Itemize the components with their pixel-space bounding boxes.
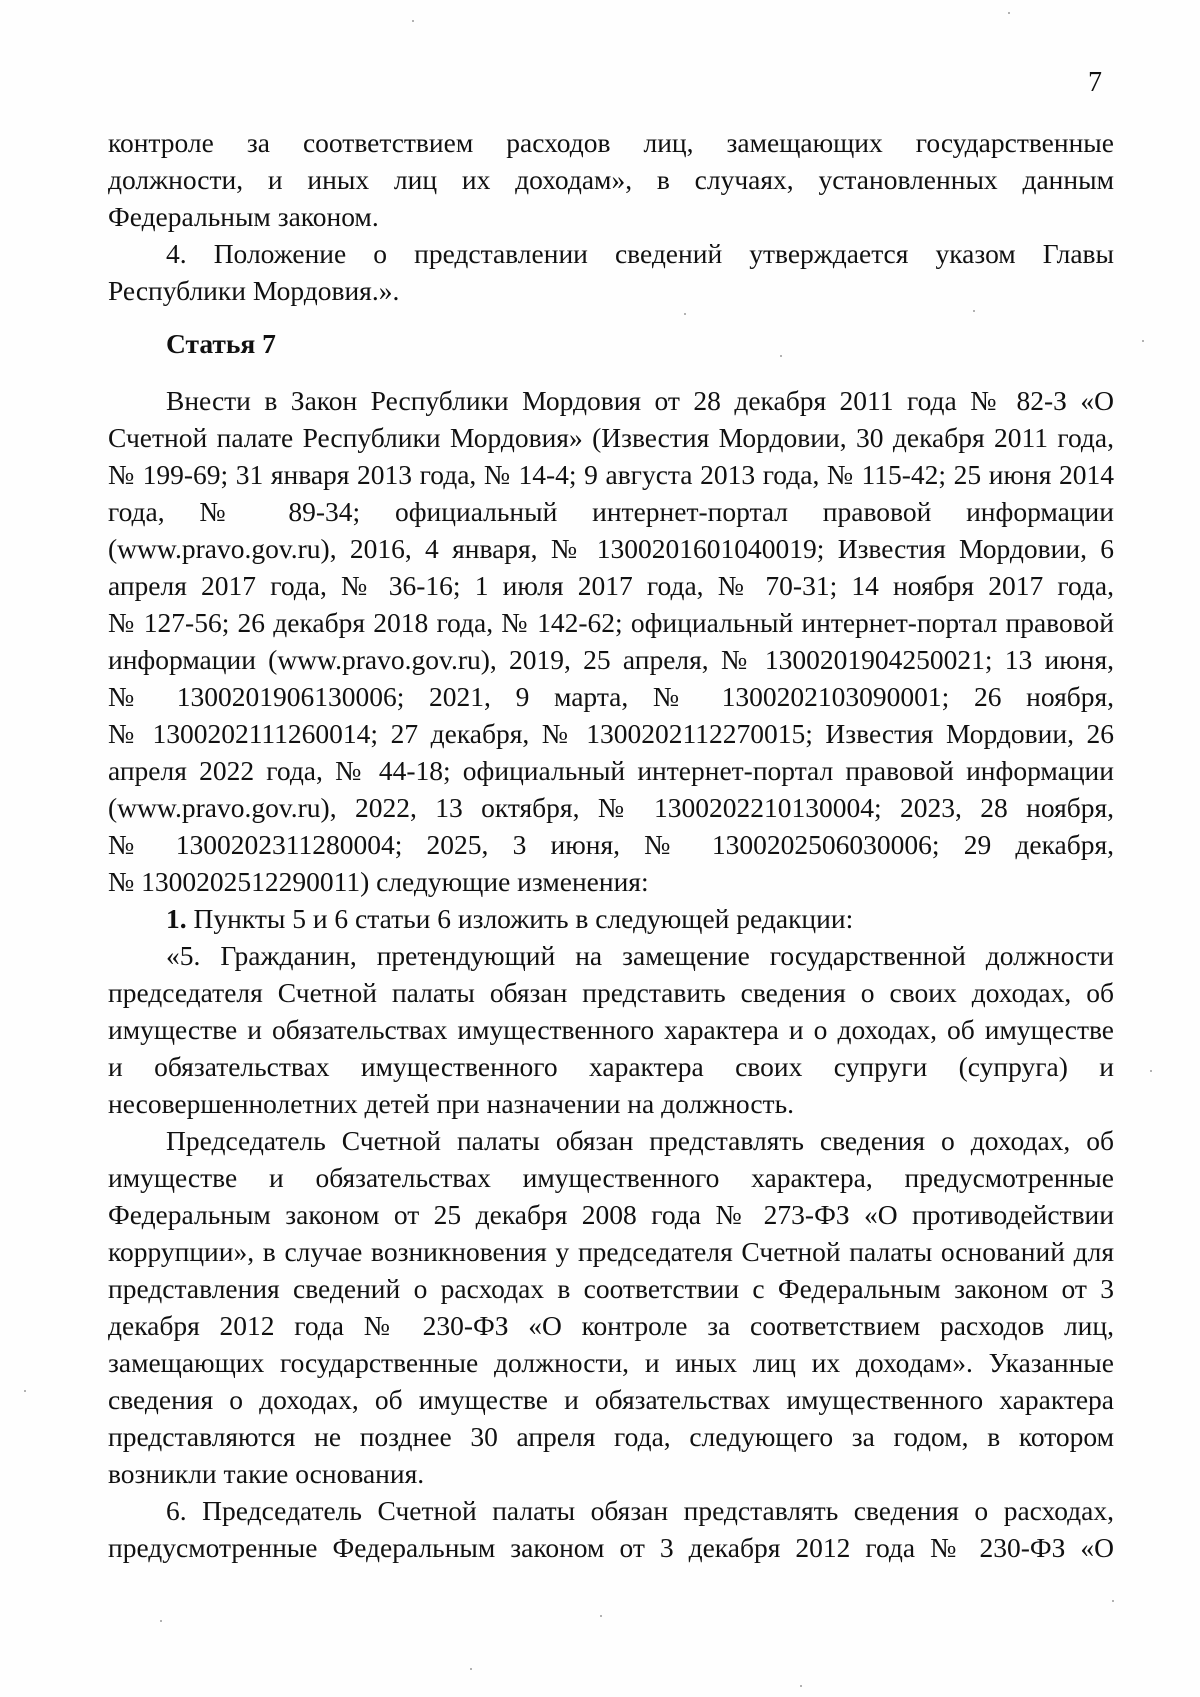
text-line: представляются не позднее 30 апреля года, следующего за годом, в котором <box>108 1421 1114 1452</box>
text-line: 4. Положение о представлении сведений утверждается указом Главы <box>166 238 1114 269</box>
text-line: сведения о доходах, об имуществе и обязательствах имущественного характера <box>108 1384 1114 1415</box>
text-line: апреля 2017 года, № 36-16; 1 июля 2017 года, № 70-31; 14 ноября 2017 года, <box>108 570 1114 601</box>
text-line: возникли такие основания. <box>108 1458 425 1489</box>
item-number: 1. <box>166 903 187 934</box>
text-line: имуществе и обязательствах имущественного характера и о доходах, об имуществе <box>108 1014 1114 1045</box>
text-line: № 1300201906130006; 2021, 9 марта, № 1300202103090001; 26 ноября, <box>108 681 1114 712</box>
text-line: контроле за соответствием расходов лиц, замещающих государственные <box>108 127 1114 158</box>
text-line: Федеральным законом от 25 декабря 2008 года № 273-ФЗ «О противодействии <box>108 1199 1114 1230</box>
text-line: (www.pravo.gov.ru), 2016, 4 января, № 1300201601040019; Известия Мордовии, 6 <box>108 533 1114 564</box>
text-line: имуществе и обязательствах имущественного характера, предусмотренные <box>108 1162 1114 1193</box>
text-line: коррупции», в случае возникновения у председателя Счетной палаты оснований для <box>108 1236 1114 1267</box>
text-line: Председатель Счетной палаты обязан представлять сведения о доходах, об <box>166 1125 1114 1156</box>
text-line: предусмотренные Федеральным законом от 3 декабря 2012 года № 230-ФЗ «О <box>108 1532 1114 1563</box>
text-line: Счетной палате Республики Мордовия» (Известия Мордовии, 30 декабря 2011 года, <box>108 422 1114 453</box>
text-line: № 127-56; 26 декабря 2018 года, № 142-62; официальный интернет-портал правовой <box>108 607 1114 638</box>
text-line: несовершеннолетних детей при назначении на должность. <box>108 1088 794 1119</box>
text-line: Федеральным законом. <box>108 201 379 232</box>
text-line: № 1300202512290011) следующие изменения: <box>108 866 649 897</box>
scan-speck <box>1150 1070 1152 1072</box>
scan-speck <box>1112 1600 1114 1602</box>
text-line: и обязательствах имущественного характера своих супруги (супруга) и <box>108 1051 1114 1082</box>
text-line: № 1300202311280004; 2025, 3 июня, № 1300202506030006; 29 декабря, <box>108 829 1114 860</box>
scan-speck <box>1142 340 1144 342</box>
text-line: должности, и иных лиц их доходам», в случаях, установленных данным <box>108 164 1114 195</box>
text-line: декабря 2012 года № 230-ФЗ «О контроле за соответствием расходов лиц, <box>108 1310 1114 1341</box>
text-line: информации (www.pravo.gov.ru), 2019, 25 апреля, № 1300201904250021; 13 июня, <box>108 644 1114 675</box>
scan-speck <box>800 1685 802 1687</box>
text-line: представления сведений о расходах в соответствии с Федеральным законом от 3 <box>108 1273 1114 1304</box>
text-line: Республики Мордовия.». <box>108 275 400 306</box>
scan-speck <box>684 313 686 315</box>
scan-speck <box>24 1390 26 1392</box>
text-line: № 199-69; 31 января 2013 года, № 14-4; 9 августа 2013 года, № 115-42; 25 июня 2014 <box>108 459 1114 490</box>
text-line: председателя Счетной палаты обязан представить сведения о своих доходах, об <box>108 977 1114 1008</box>
list-item-1 <box>108 900 1114 937</box>
scan-speck <box>600 1615 602 1617</box>
text-line: замещающих государственные должности, и иных лиц их доходам». Указанные <box>108 1347 1114 1378</box>
text-line: (www.pravo.gov.ru), 2022, 13 октября, № 1300202210130004; 2023, 28 ноября, <box>108 792 1114 823</box>
text-line: № 1300202111260014; 27 декабря, № 1300202112270015; Известия Мордовии, 26 <box>108 718 1114 749</box>
document-body <box>108 124 1114 1566</box>
text-line: года, № 89-34; официальный интернет-портал правовой информации <box>108 496 1114 527</box>
article-heading: Статья 7 <box>166 328 276 359</box>
text-line: апреля 2022 года, № 44-18; официальный интернет-портал правовой информации <box>108 755 1114 786</box>
scan-speck <box>1008 12 1010 14</box>
scan-speck <box>780 355 782 357</box>
scan-speck <box>470 1668 472 1670</box>
item-text: Пункты 5 и 6 статьи 6 изложить в следующей редакции: <box>193 903 854 934</box>
scan-speck <box>973 310 975 312</box>
scan-speck <box>412 20 414 22</box>
page-number: 7 <box>1088 67 1102 98</box>
text-line: Внести в Закон Республики Мордовия от 28 декабря 2011 года № 82-З «О <box>166 385 1114 416</box>
text-line: «5. Гражданин, претендующий на замещение государственной должности <box>166 940 1114 971</box>
scan-speck <box>160 1620 162 1622</box>
text-line: 6. Председатель Счетной палаты обязан представлять сведения о расходах, <box>166 1495 1114 1526</box>
